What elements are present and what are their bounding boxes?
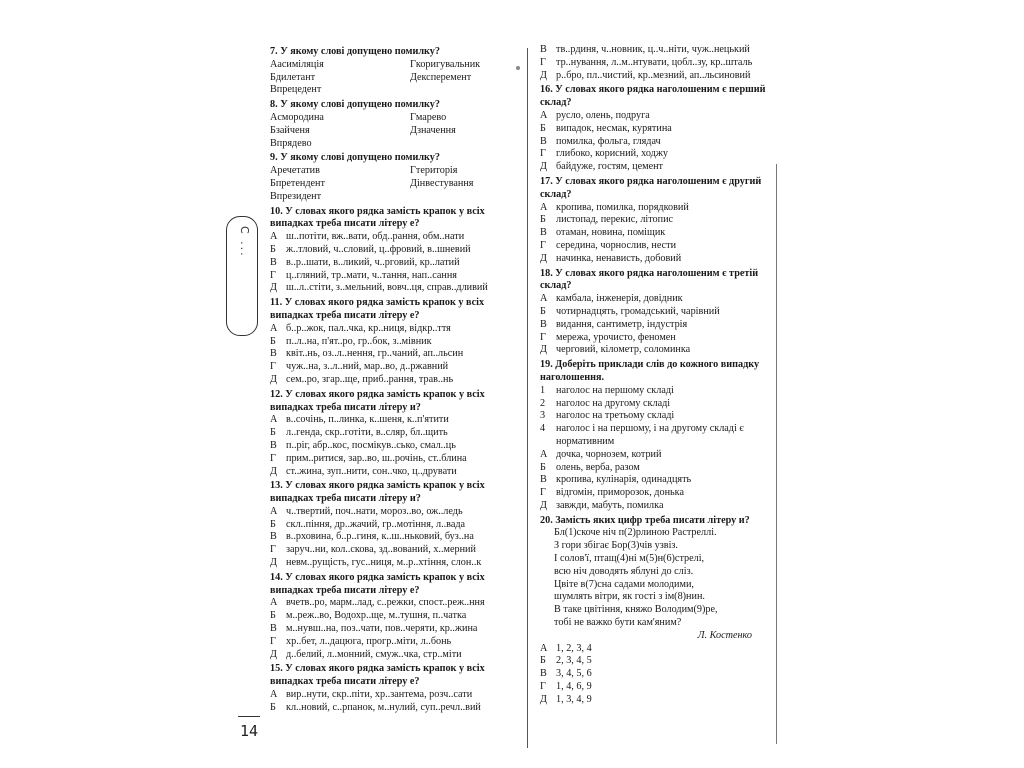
answer-option xyxy=(270,506,520,519)
answer-letter: Б xyxy=(540,305,546,317)
question-text: 8. У якому слові допущено помилку? xyxy=(270,99,440,111)
answer-text: заруч..ни, кол..скова, зд..вований, х..мерний xyxy=(286,544,476,556)
answer-option xyxy=(540,449,782,462)
answer-option xyxy=(270,623,520,636)
answer-option xyxy=(540,344,782,357)
answer-text: вчетв..ро, марм..лад, с..режки, спост..реж..ння xyxy=(286,597,485,609)
question-block xyxy=(270,206,520,296)
answer-option xyxy=(270,257,520,270)
answer-row xyxy=(270,84,520,97)
answer-letter: В xyxy=(540,474,547,486)
question-block xyxy=(540,359,782,513)
numbered-item xyxy=(540,398,782,411)
answer-option xyxy=(270,270,520,283)
answer-letter: А xyxy=(270,505,278,517)
answer-text: 1, 4, 6, 9 xyxy=(556,681,592,693)
answer-option xyxy=(540,253,782,266)
question-block xyxy=(270,663,520,714)
answer-letter: Б xyxy=(540,214,546,226)
answer-option xyxy=(540,474,782,487)
answer-letter: В xyxy=(540,318,547,330)
answer-option xyxy=(270,165,410,178)
question-block xyxy=(270,297,520,387)
answer-letter: Г xyxy=(540,239,546,251)
question-block xyxy=(270,152,520,203)
answer-text: дилетант xyxy=(275,71,316,83)
answer-letter: Д xyxy=(540,252,547,264)
answer-option xyxy=(540,202,782,215)
question-block xyxy=(540,515,782,707)
answer-letter: А xyxy=(270,165,278,177)
margin-stamp-text: С ... xyxy=(238,226,251,258)
answer-option xyxy=(540,462,782,475)
answer-option xyxy=(410,165,520,178)
answer-text: невм..рущість, гус..ниця, м..р..хтіння, слон..к xyxy=(286,557,482,569)
numbered-item xyxy=(540,410,782,423)
answer-option xyxy=(270,702,520,715)
answer-option xyxy=(540,668,782,681)
answer-row xyxy=(270,138,520,151)
answer-text: прим..ритися, зар..во, ш..рочінь, ст..блина xyxy=(286,452,467,464)
poem-line: Цвіте в(7)сна садами молодими, xyxy=(554,578,694,590)
answer-letter: В xyxy=(270,137,277,149)
answer-text: хр..бет, л..дацюга, прогр..міти, л..бонь xyxy=(286,635,452,647)
answer-text: чуж..на, з..л..ний, мар..во, д..ржавний xyxy=(286,361,449,373)
answer-option xyxy=(270,557,520,570)
poem-line: І солов'ї, птащ(4)ні м(5)н(6)стрелі, xyxy=(554,553,705,565)
answer-letter: Б xyxy=(270,427,276,439)
answer-letter: А xyxy=(540,109,548,121)
answer-letter: Б xyxy=(540,655,546,667)
answer-letter: Д xyxy=(270,557,277,569)
answer-option xyxy=(270,544,520,557)
answer-letter: А xyxy=(540,201,548,213)
answer-text: черговий, кілометр, соломинка xyxy=(556,344,691,356)
answer-letter: Д xyxy=(270,282,277,294)
question-block xyxy=(270,572,520,662)
answer-text: листопад, перекис, літопис xyxy=(556,214,674,226)
answer-option xyxy=(270,649,520,662)
answer-option xyxy=(270,112,410,125)
answer-option xyxy=(540,681,782,694)
question-text: 18. У словах якого рядка наголошеним є третій склад? xyxy=(540,267,759,292)
answer-text: отаман, новина, поміщик xyxy=(556,227,666,239)
answer-text: інвестування xyxy=(416,177,474,189)
answer-text: 3, 4, 5, 6 xyxy=(556,668,592,680)
answer-text: квіт..нь, оз..л..нення, гр..чаний, ап..льсин xyxy=(286,348,464,360)
document-page xyxy=(240,44,780,756)
answer-text: глибоко, корисний, ходжу xyxy=(556,148,668,160)
answer-letter: Г xyxy=(270,361,276,373)
poem-author: Л. Костенко xyxy=(697,629,752,641)
item-text: наголос на другому складі xyxy=(556,397,671,409)
poem-line: тобі не важко бути кам'яним? xyxy=(554,617,682,629)
item-number: 4 xyxy=(540,423,546,435)
poem-line: В таке цвітіння, княжо Володим(9)ре, xyxy=(554,604,718,616)
answer-option xyxy=(270,84,410,97)
question-text: 15. У словах якого рядка замість крапок у всіх випадках треба писати літеру е? xyxy=(270,663,485,688)
answer-letter: Д xyxy=(270,465,277,477)
question-text: 11. У словах якого рядка замість крапок у всіх випадках треба писати літеру е? xyxy=(270,297,485,321)
answer-letter: Б xyxy=(270,243,276,255)
answer-letter: Г xyxy=(270,544,276,556)
answer-text: 2, 3, 4, 5 xyxy=(556,655,592,667)
poem-line: всю ніч доводять яблуні до сліз. xyxy=(554,565,694,577)
question-block xyxy=(540,84,782,174)
answer-option xyxy=(540,57,782,70)
answer-text: мережа, урочисто, феномен xyxy=(556,331,676,343)
answer-letter: А xyxy=(270,597,278,609)
poem xyxy=(540,527,782,629)
answer-text: ш..л..стіти, з..мельний, вовч..ця, справ..дливий xyxy=(286,282,488,294)
answer-option xyxy=(270,440,520,453)
answer-option xyxy=(270,610,520,623)
answer-letter: А xyxy=(270,322,278,334)
answer-letter: Б xyxy=(540,122,546,134)
answer-text: 1, 2, 3, 4 xyxy=(556,642,592,654)
item-number: 1 xyxy=(540,384,546,396)
answer-text: м..нувш..на, поз..чати, пов..черяти, кр..жина xyxy=(286,623,478,635)
answer-text: середина, чорнослив, нести xyxy=(556,239,677,251)
answer-option xyxy=(540,500,782,513)
answer-text: камбала, інженерія, довідник xyxy=(556,293,683,305)
left-column xyxy=(270,44,520,715)
answer-row xyxy=(270,178,520,191)
answer-text: в..р..шати, в..ликий, ч..рговий, кр..латий xyxy=(286,256,460,268)
answer-option xyxy=(540,161,782,174)
item-text: наголос і на першому, і на другому складі є нормативним xyxy=(556,423,744,447)
answer-row xyxy=(270,112,520,125)
answer-text: п..л..на, п'ят..ро, гр..бок, з..мівник xyxy=(286,335,432,347)
answer-letter: В xyxy=(270,256,277,268)
item-text: наголос на третьому складі xyxy=(556,410,675,422)
question-text: 12. У словах якого рядка замість крапок у всіх випадках треба писати літеру и? xyxy=(270,388,485,413)
question-block xyxy=(540,44,782,82)
answer-letter: Г xyxy=(540,681,546,693)
answer-option xyxy=(270,519,520,532)
answer-text: в..рховина, б..р..гиня, к..ш..ньковий, буз..на xyxy=(286,531,474,543)
answer-letter: Д xyxy=(410,177,417,189)
answer-option xyxy=(540,240,782,253)
answer-text: тр..нування, л..м..нтувати, цобл..зу, кр..шталь xyxy=(556,56,753,68)
answer-text: п..ріг, абр..кос, посмікув..сько, смал..ць xyxy=(286,439,456,451)
answer-letter: Б xyxy=(270,610,276,622)
answer-option xyxy=(540,332,782,345)
answer-option xyxy=(540,694,782,707)
answer-letter: В xyxy=(270,348,277,360)
answer-letter: Д xyxy=(540,161,547,173)
answer-letter: Б xyxy=(270,335,276,347)
question-block xyxy=(540,268,782,358)
question-block xyxy=(540,176,782,266)
answer-option xyxy=(270,689,520,702)
answer-letter: Б xyxy=(270,701,276,713)
question-text: 9. У якому слові допущено помилку? xyxy=(270,152,440,164)
answer-text: ч..твертий, поч..нати, мороз..во, ож..ледь xyxy=(286,505,463,517)
answer-text: помилка, фольга, глядач xyxy=(556,135,661,147)
question-text: 17. У словах якого рядка наголошеним є другий склад? xyxy=(540,175,762,200)
answer-letter: Г xyxy=(540,56,546,68)
answer-option xyxy=(540,110,782,123)
answer-option xyxy=(540,293,782,306)
answer-row xyxy=(270,72,520,85)
answer-text: олень, верба, разом xyxy=(556,461,640,473)
answer-text: вир..нути, скр..піти, хр..зантема, розч..сати xyxy=(286,689,473,701)
question-text: 19. Доберіть приклади слів до кожного випадку наголошення. xyxy=(540,359,760,383)
answer-option xyxy=(540,136,782,149)
answer-letter: Б xyxy=(270,71,276,83)
answer-option xyxy=(540,319,782,332)
answer-option xyxy=(540,70,782,83)
answer-letter: Г xyxy=(540,487,546,499)
answer-option xyxy=(270,178,410,191)
answer-letter: В xyxy=(270,190,277,202)
answer-letter: Д xyxy=(410,71,417,83)
answer-text: значення xyxy=(416,124,456,136)
answer-option xyxy=(270,636,520,649)
answer-letter: Д xyxy=(270,648,277,660)
answer-letter: Г xyxy=(270,635,276,647)
answer-letter: Д xyxy=(410,124,417,136)
answer-text: дочка, чорнозем, котрий xyxy=(556,448,662,460)
answer-option xyxy=(410,125,520,138)
answer-text: сем..ро, згар..ще, приб..рання, трав..нь xyxy=(286,373,454,385)
answer-letter: Г xyxy=(410,111,416,123)
answer-option xyxy=(270,244,520,257)
answer-letter: А xyxy=(270,58,278,70)
answer-text: смородина xyxy=(277,111,324,123)
answer-text: л..генда, скр..готіти, в..сляр, бл..щить xyxy=(286,427,448,439)
question-text: 20. Замість яких цифр треба писати літеру и? xyxy=(540,514,750,526)
answer-text: ш..потіти, вж..вати, обд..рання, обм..нати xyxy=(286,231,465,243)
answer-option xyxy=(270,282,520,295)
answer-letter: Г xyxy=(540,331,546,343)
answer-row xyxy=(270,191,520,204)
answer-option xyxy=(270,374,520,387)
answer-letter: А xyxy=(540,293,548,305)
answer-text: територія xyxy=(415,165,458,177)
answer-text: видання, сантиметр, індустрія xyxy=(556,318,688,330)
answer-option xyxy=(410,59,520,72)
question-block xyxy=(270,46,520,97)
page-number-rule xyxy=(238,716,260,717)
answer-text: начинка, ненависть, добовий xyxy=(556,252,682,264)
answer-letter: Д xyxy=(540,344,547,356)
answer-option xyxy=(540,214,782,227)
answer-text: 1, 3, 4, 9 xyxy=(556,693,592,705)
question-block xyxy=(270,480,520,570)
answer-option xyxy=(270,453,520,466)
answer-text: експеремент xyxy=(416,71,472,83)
answer-row xyxy=(270,59,520,72)
answer-text: кропива, помилка, порядковий xyxy=(556,201,689,213)
answer-letter: Д xyxy=(540,693,547,705)
answer-option xyxy=(270,323,520,336)
answer-option xyxy=(270,336,520,349)
answer-text: ж..тловий, ч..словий, ц..фровий, в..шневий xyxy=(286,243,471,255)
answer-letter: А xyxy=(540,448,548,460)
answer-letter: В xyxy=(270,84,277,96)
answer-letter: В xyxy=(270,531,277,543)
answer-letter: В xyxy=(540,135,547,147)
answer-text: асиміляція xyxy=(277,58,324,70)
item-number: 3 xyxy=(540,410,546,422)
answer-letter: Г xyxy=(410,165,416,177)
answer-text: марево xyxy=(415,111,447,123)
answer-letter: А xyxy=(540,642,548,654)
answer-option xyxy=(410,72,520,85)
answer-letter: Д xyxy=(270,373,277,385)
answer-text: претендент xyxy=(275,177,325,189)
answer-letter: Д xyxy=(540,499,547,511)
answer-option xyxy=(540,44,782,57)
numbered-item xyxy=(540,423,782,449)
answer-text: коригувальник xyxy=(415,58,481,70)
answer-letter: Б xyxy=(270,518,276,530)
answer-letter: Б xyxy=(270,177,276,189)
answer-option xyxy=(540,123,782,136)
answer-option xyxy=(540,643,782,656)
answer-row xyxy=(270,165,520,178)
question-text: 14. У словах якого рядка замість крапок у всіх випадках треба писати літеру е? xyxy=(270,571,485,596)
answer-option xyxy=(270,361,520,374)
answer-row xyxy=(270,125,520,138)
answer-text: чотирнадцять, громадський, чарівний xyxy=(556,305,720,317)
answer-text: б..р..жок, пал..чка, кр..ниця, відкр..ття xyxy=(286,322,451,334)
answer-option xyxy=(540,148,782,161)
answer-text: випадок, несмак, курятина xyxy=(556,122,672,134)
answer-text: байдуже, гостям, цемент xyxy=(556,161,664,173)
item-number: 2 xyxy=(540,397,546,409)
answer-letter: Д xyxy=(540,69,547,81)
poem-line: З гори збігає Бор(3)чів узвіз. xyxy=(554,540,678,552)
answer-text: відгомін, приморозок, донька xyxy=(556,487,684,499)
answer-option xyxy=(270,531,520,544)
page-number: 14 xyxy=(240,722,259,740)
answer-letter: Г xyxy=(270,452,276,464)
answer-option xyxy=(540,227,782,240)
answer-text: ст..жина, зуп..нити, сон..чко, ц..друвати xyxy=(286,465,457,477)
answer-text: ц..гляний, тр..мати, ч..тання, нап..сання xyxy=(286,269,457,281)
answer-option xyxy=(270,466,520,479)
answer-text: зайченя xyxy=(275,124,310,136)
answer-letter: А xyxy=(270,111,278,123)
answer-letter: А xyxy=(270,231,278,243)
answer-letter: Б xyxy=(270,124,276,136)
answer-option xyxy=(270,231,520,244)
answer-text: президент xyxy=(276,190,322,202)
answer-letter: В xyxy=(270,439,277,451)
poem-line: Бл(1)скоче ніч п(2)рлиною Растреллі. xyxy=(554,527,717,539)
item-text: наголос на першому складі xyxy=(556,384,674,396)
answer-text: скл..піння, др..жачий, гр..мотіння, л..вада xyxy=(286,518,466,530)
answer-text: русло, олень, подруга xyxy=(556,109,650,121)
question-text: 16. У словах якого рядка наголошеним є перший склад? xyxy=(540,84,766,109)
poem-line: шумлять вітри, як гості з ім(8)нин. xyxy=(554,591,705,603)
answer-option xyxy=(270,414,520,427)
answer-letter: Б xyxy=(540,461,546,473)
column-divider xyxy=(527,48,528,748)
answer-text: речетатив xyxy=(277,165,320,177)
answer-text: кропива, кулінарія, одинадцять xyxy=(556,474,692,486)
answer-letter: Г xyxy=(270,269,276,281)
answer-option xyxy=(270,59,410,72)
answer-option xyxy=(270,72,410,85)
answer-letter: А xyxy=(270,689,278,701)
question-text: 7. У якому слові допущено помилку? xyxy=(270,46,440,57)
answer-letter: Г xyxy=(410,58,416,70)
answer-option xyxy=(410,178,520,191)
answer-option xyxy=(410,112,520,125)
answer-text: в..сочінь, п..линка, к..шеня, к..п'ятити xyxy=(286,414,449,426)
answer-option xyxy=(270,597,520,610)
answer-text: завжди, мабуть, помилка xyxy=(556,499,664,511)
answer-letter: В xyxy=(540,227,547,239)
answer-text: прядево xyxy=(276,137,312,149)
answer-text: кл..новий, с..рпанок, м..нулий, суп..речл..вий xyxy=(286,701,481,713)
answer-option xyxy=(270,125,410,138)
answer-letter: Г xyxy=(540,148,546,160)
question-block xyxy=(270,389,520,479)
answer-text: д..белий, л..монний, смуж..чка, стр..міти xyxy=(286,648,462,660)
answer-text: тв..рдиня, ч..новник, ц..ч..ніти, чуж..нецький xyxy=(556,44,750,55)
answer-option xyxy=(540,655,782,668)
numbered-item xyxy=(540,385,782,398)
answer-letter: А xyxy=(270,414,278,426)
answer-letter: В xyxy=(540,44,547,55)
answer-option xyxy=(270,138,410,151)
answer-option xyxy=(270,348,520,361)
answer-text: р..бро, пл..чистий, кр..мезний, ап..льсиновий xyxy=(556,69,751,81)
answer-letter: В xyxy=(540,668,547,680)
answer-letter: В xyxy=(270,623,277,635)
answer-option xyxy=(540,306,782,319)
answer-option xyxy=(270,427,520,440)
right-column xyxy=(540,44,782,707)
question-text: 13. У словах якого рядка замість крапок у всіх випадках треба писати літеру и? xyxy=(270,480,485,505)
answer-option xyxy=(270,191,410,204)
question-text: 10. У словах якого рядка замість крапок у всіх випадках треба писати літеру е? xyxy=(270,205,485,230)
question-block xyxy=(270,99,520,150)
answer-text: м..реж..во, Водохр..ще, м..тушня, п..чатка xyxy=(286,610,467,622)
answer-option xyxy=(540,487,782,500)
answer-text: прецедент xyxy=(276,84,322,96)
